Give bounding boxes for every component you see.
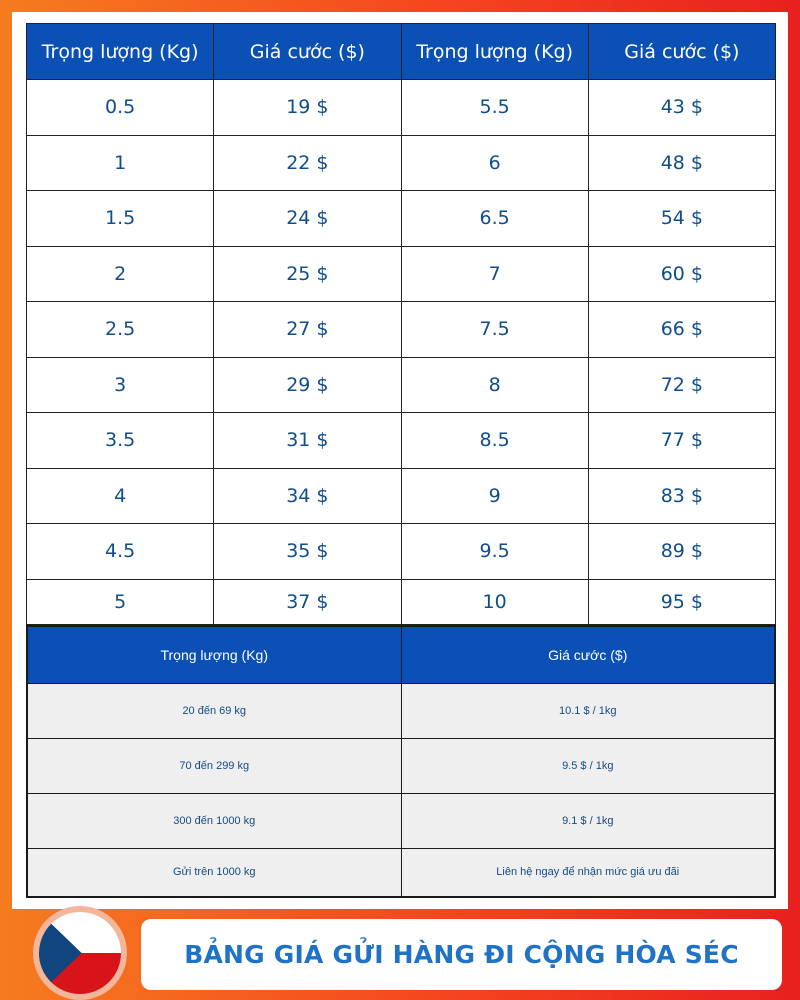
weight-cell: 5 (27, 579, 214, 624)
table-row (27, 683, 775, 738)
price-cell: 24 $ (214, 191, 401, 247)
bulk-weight-cell: 70 đến 299 kg (27, 738, 401, 793)
table-row (27, 135, 776, 191)
table-row (27, 524, 776, 580)
price-cell: 22 $ (214, 135, 401, 191)
bulk-header-weight: Trọng lượng (Kg) (27, 626, 401, 683)
price-cell: 66 $ (588, 302, 775, 358)
weight-cell: 3 (27, 357, 214, 413)
bulk-header-price: Giá cước ($) (401, 626, 775, 683)
page-title: BẢNG GIÁ GỬI HÀNG ĐI CỘNG HÒA SÉC (184, 940, 739, 969)
bulk-price-table (26, 625, 776, 898)
bulk-price-cell: 10.1 $ / 1kg (401, 683, 775, 738)
weight-cell: 1 (27, 135, 214, 191)
table-row (27, 579, 776, 624)
price-cell: 31 $ (214, 413, 401, 469)
price-cell: 89 $ (588, 524, 775, 580)
table-row (27, 357, 776, 413)
price-cell: 19 $ (214, 80, 401, 136)
bulk-table-header-row (27, 626, 775, 683)
price-cell: 37 $ (214, 579, 401, 624)
weight-cell: 6 (401, 135, 588, 191)
table-row (27, 302, 776, 358)
weight-cell: 3.5 (27, 413, 214, 469)
price-cell: 25 $ (214, 246, 401, 302)
table-row (27, 80, 776, 136)
weight-cell: 5.5 (401, 80, 588, 136)
header-weight-1: Trọng lượng (Kg) (27, 24, 214, 80)
price-cell: 34 $ (214, 468, 401, 524)
weight-cell: 9 (401, 468, 588, 524)
weight-cell: 0.5 (27, 80, 214, 136)
table-row (27, 191, 776, 247)
czech-flag-icon (33, 906, 127, 1000)
price-cell: 60 $ (588, 246, 775, 302)
price-cell: 35 $ (214, 524, 401, 580)
price-cell: 27 $ (214, 302, 401, 358)
header-price-1: Giá cước ($) (214, 24, 401, 80)
weight-cell: 6.5 (401, 191, 588, 247)
title-banner (141, 919, 782, 990)
price-cell: 54 $ (588, 191, 775, 247)
bulk-weight-cell: Gửi trên 1000 kg (27, 848, 401, 897)
weight-cell: 8.5 (401, 413, 588, 469)
bulk-price-cell: 9.5 $ / 1kg (401, 738, 775, 793)
bulk-weight-cell: 20 đến 69 kg (27, 683, 401, 738)
weight-cell: 8 (401, 357, 588, 413)
bulk-price-cell: 9.1 $ / 1kg (401, 793, 775, 848)
price-cell: 29 $ (214, 357, 401, 413)
price-cell: 77 $ (588, 413, 775, 469)
table-row (27, 468, 776, 524)
weight-cell: 10 (401, 579, 588, 624)
price-table (26, 23, 776, 625)
header-price-2: Giá cước ($) (588, 24, 775, 80)
price-cell: 48 $ (588, 135, 775, 191)
weight-cell: 7 (401, 246, 588, 302)
price-cell: 95 $ (588, 579, 775, 624)
weight-cell: 7.5 (401, 302, 588, 358)
bulk-weight-cell: 300 đến 1000 kg (27, 793, 401, 848)
bulk-price-cell: Liên hệ ngay để nhận mức giá ưu đãi (401, 848, 775, 897)
table-row (27, 848, 775, 897)
price-cell: 43 $ (588, 80, 775, 136)
table-row (27, 793, 775, 848)
price-table-header-row (27, 24, 776, 80)
weight-cell: 2.5 (27, 302, 214, 358)
weight-cell: 1.5 (27, 191, 214, 247)
czech-flag-graphic (39, 912, 121, 994)
weight-cell: 4.5 (27, 524, 214, 580)
weight-cell: 4 (27, 468, 214, 524)
table-row (27, 413, 776, 469)
weight-cell: 2 (27, 246, 214, 302)
price-cell: 83 $ (588, 468, 775, 524)
table-row (27, 246, 776, 302)
weight-cell: 9.5 (401, 524, 588, 580)
price-cell: 72 $ (588, 357, 775, 413)
table-row (27, 738, 775, 793)
header-weight-2: Trọng lượng (Kg) (401, 24, 588, 80)
